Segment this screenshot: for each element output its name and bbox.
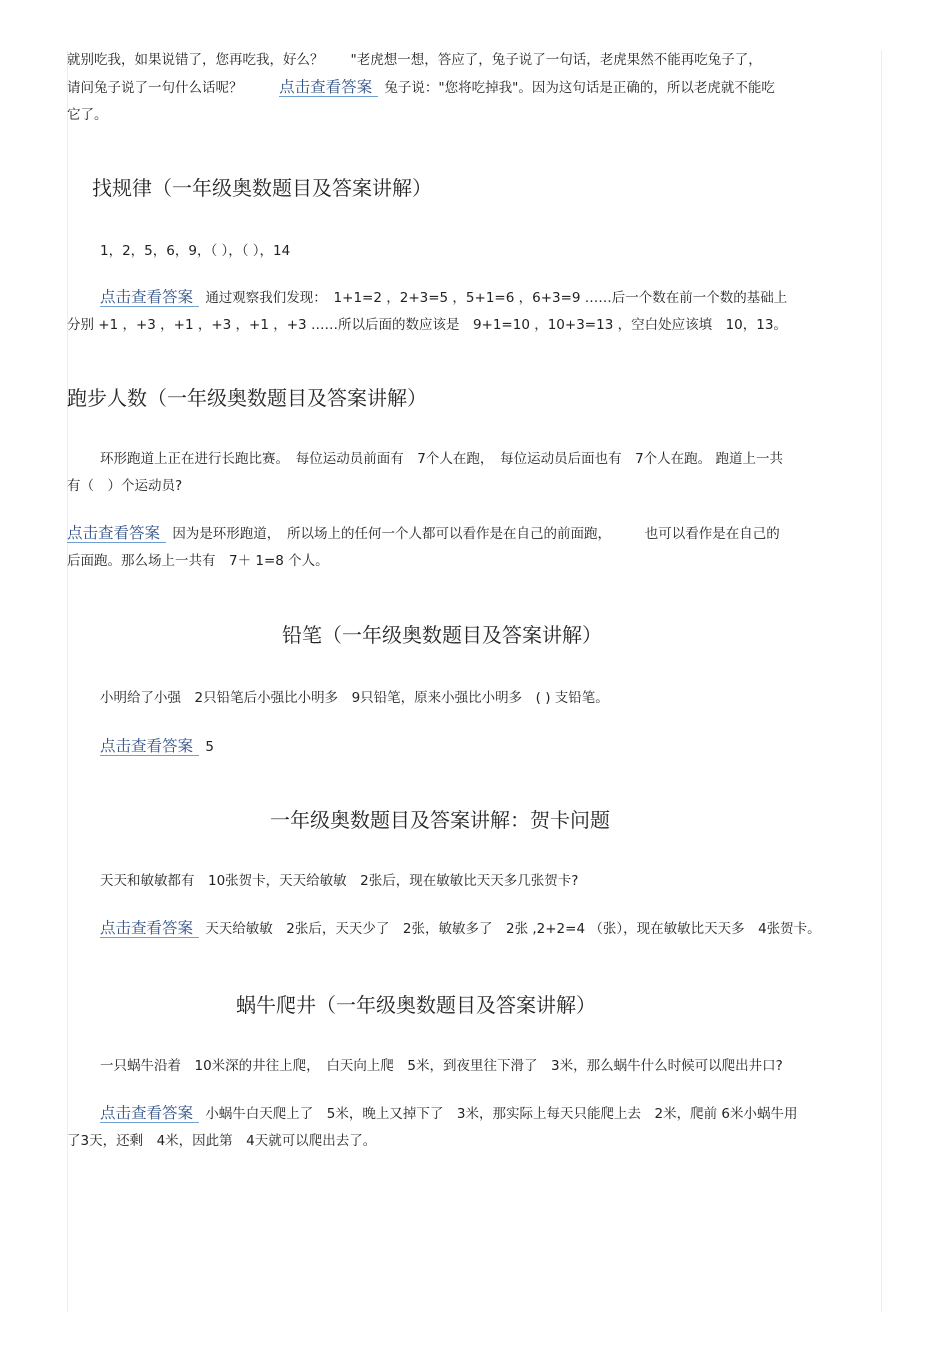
intro-question: 请问兔子说了一句什么话呢？ — [67, 80, 243, 96]
answer-pencil-value: 5 — [205, 739, 214, 755]
answer-snail — [67, 1100, 882, 1155]
answer-pattern-line-2: 分别 +1 ，+3 ，+1 ，+3 ，+1 ，+3 ……所以后面的数应该是 9+1=10 ，10+3=13 ，空白处应该填 10，13。 — [67, 317, 787, 333]
section-title-greeting-card: 一年级奥数题目及答案讲解：贺卡问题 — [270, 808, 610, 832]
answer-greeting-card-text: 天天给敏敏 2张后，天天少了 2张，敏敏多了 2张 ,2+2=4 （张），现在敏敏比天天多 4张贺卡。 — [205, 921, 821, 937]
question-running-line-2: 有（ ）个运动员? — [67, 478, 183, 494]
answer-running-line-2: 后面跑。那么场上一共有 7＋ 1=8 个人。 — [67, 553, 329, 569]
view-answer-link[interactable]: 点击查看答案 — [100, 919, 199, 938]
section-title-running: 跑步人数（一年级奥数题目及答案讲解） — [67, 386, 427, 410]
question-snail: 一只蜗牛沿着 10米深的井往上爬， 白天向上爬 5米，到夜里往下滑了 3米，那么蜗牛什么时候可以爬出井口? — [100, 1058, 783, 1074]
answer-pattern-line-1: 通过观察我们发现： 1+1=2 ，2+3=5 ，5+1=6 ，6+3=9 ……后一个数在前一个数的基础上 — [205, 290, 788, 306]
section-title-pencil: 铅笔（一年级奥数题目及答案讲解） — [282, 623, 602, 647]
answer-running-line-1: 因为是环形跑道， 所以场上的任何一个人都可以看作是在自己的前面跑， 也可以看作是在自己的 — [172, 526, 780, 542]
intro-line-2 — [67, 74, 882, 102]
answer-running — [67, 520, 882, 575]
answer-pattern — [67, 284, 882, 339]
view-answer-link[interactable]: 点击查看答案 — [100, 737, 199, 756]
view-answer-link[interactable]: 点击查看答案 — [100, 1104, 199, 1123]
view-answer-link[interactable]: 点击查看答案 — [279, 78, 378, 97]
intro-line-1: 就别吃我，如果说错了，您再吃我，好么？ "老虎想一想，答应了，兔子说了一句话，老虎果然不能再吃兔子了， — [67, 52, 762, 68]
answer-snail-line-1: 小蜗牛白天爬上了 5米，晚上又掉下了 3米，那实际上每天只能爬上去 2米，爬前 6米小蜗牛用 — [205, 1106, 798, 1122]
intro-line-3: 它了。 — [67, 107, 108, 123]
question-pattern: 1，2，5，6，9，（ ），（ ），14 — [100, 243, 291, 259]
question-running — [67, 446, 882, 500]
question-pencil: 小明给了小强 2只铅笔后小强比小明多 9只铅笔，原来小强比小明多 ( ) 支铅笔。 — [100, 690, 609, 706]
view-answer-link[interactable]: 点击查看答案 — [100, 288, 199, 307]
intro-answer: 兔子说："您将吃掉我"。因为这句话是正确的，所以老虎就不能吃 — [384, 80, 775, 96]
section-title-pattern: 找规律（一年级奥数题目及答案讲解） — [92, 176, 432, 200]
answer-greeting-card — [100, 915, 821, 943]
answer-snail-line-2: 了3天，还剩 4米，因此第 4天就可以爬出去了。 — [67, 1133, 377, 1149]
question-greeting-card: 天天和敏敏都有 10张贺卡，天天给敏敏 2张后，现在敏敏比天天多几张贺卡? — [100, 873, 579, 889]
intro-paragraph — [67, 47, 882, 129]
question-running-line-1: 环形跑道上正在进行长跑比赛。 每位运动员前面有 7个人在跑， 每位运动员后面也有 7个人在跑。 跑道上一共 — [100, 451, 783, 467]
section-title-snail: 蜗牛爬井（一年级奥数题目及答案讲解） — [236, 993, 596, 1017]
view-answer-link[interactable]: 点击查看答案 — [67, 524, 166, 543]
answer-pencil — [100, 733, 214, 761]
